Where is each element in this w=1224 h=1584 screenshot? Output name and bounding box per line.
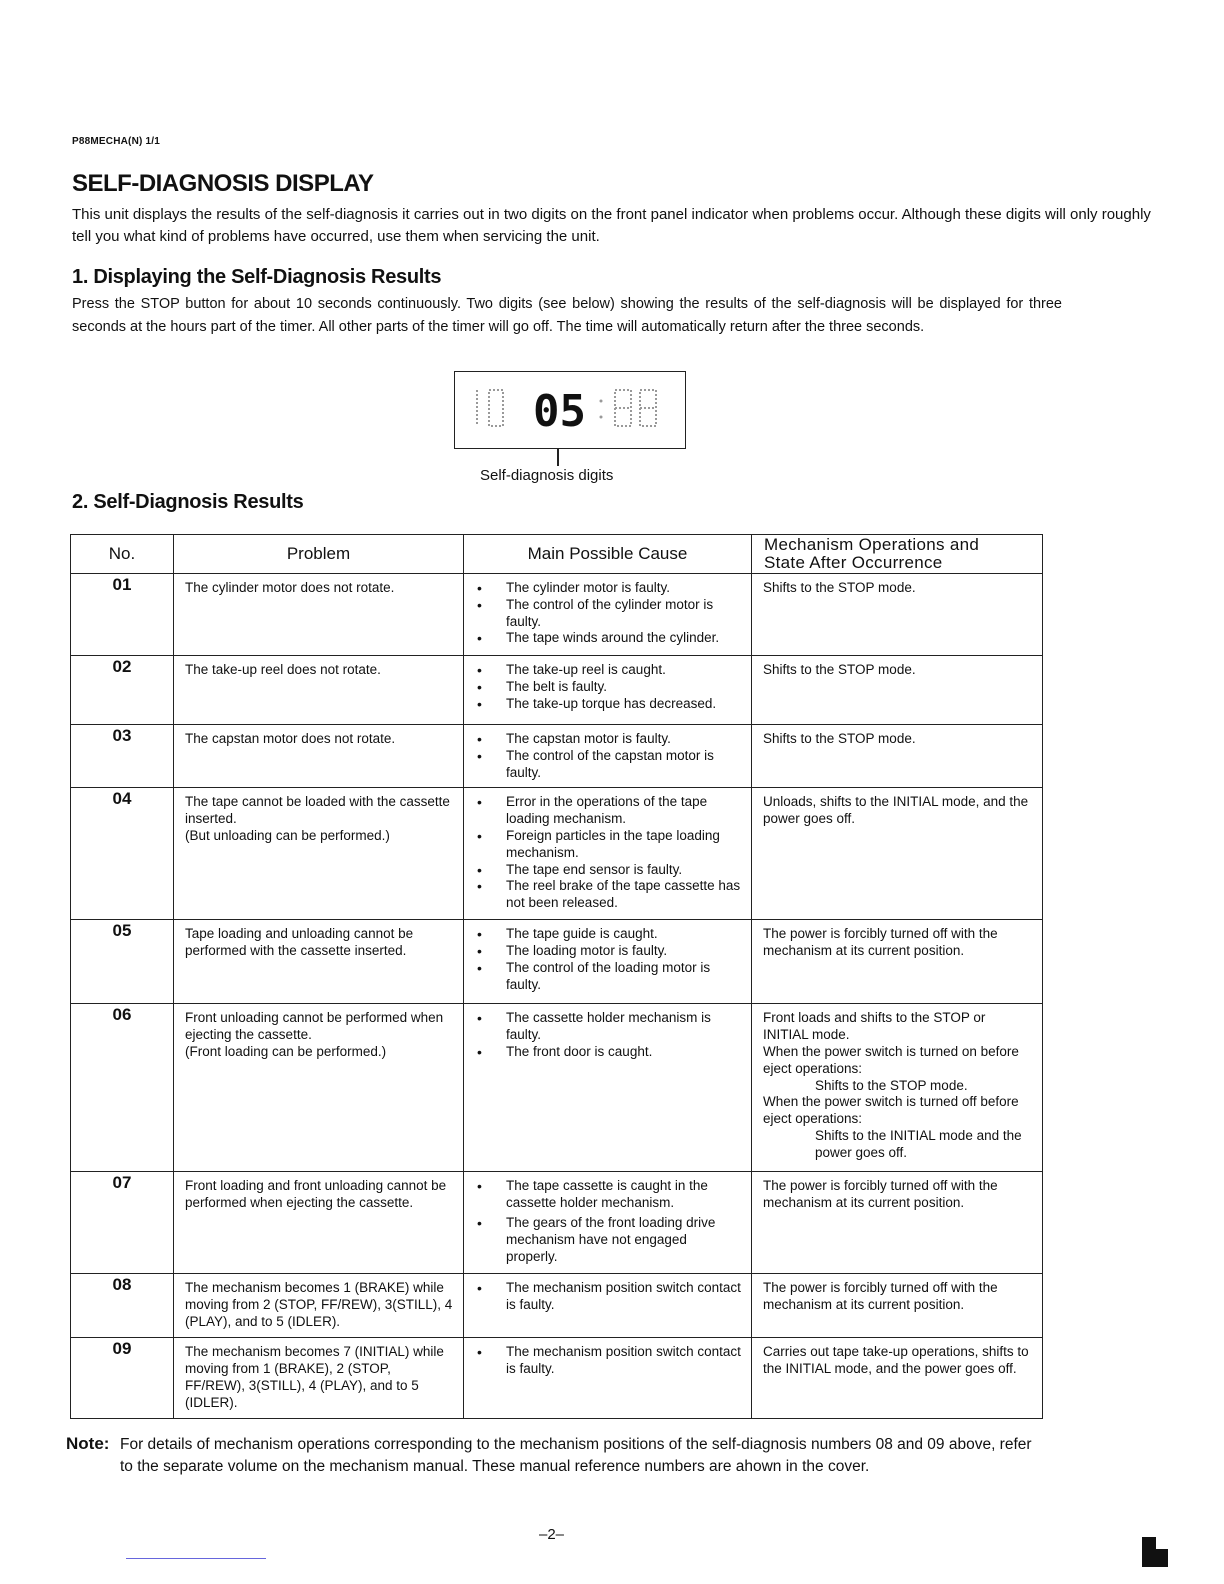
results-table [70,534,1043,1419]
cause-item: • The front door is caught. [474,1044,741,1061]
problem-text: The mechanism becomes 7 (INITIAL) while moving from 1 (BRAKE), 2 (STOP, FF/REW), 3(STILL), 4 (PLAY), and to 5 (IDLER). [185,1344,444,1410]
table-row [71,1338,1043,1418]
table-row [71,1004,1043,1172]
mechanism-text: The power is forcibly turned off with the mechanism at its current position. [763,1280,998,1313]
corner-mark-icon [1140,1535,1170,1569]
mechanism-text: Shifts to the STOP mode. [763,580,916,595]
mechanism-text: When the power switch is turned on before eject operations: [763,1043,1019,1076]
table-row [71,574,1043,656]
cause-item: • Foreign particles in the tape loading mechanism. [474,828,741,862]
cause-item: • The take-up reel is caught. [474,662,741,679]
row-cause [464,920,752,1004]
row-problem [174,1172,464,1274]
note-label: Note: [66,1434,110,1453]
row-cause [464,1338,752,1418]
row-problem [174,656,464,725]
table-row [71,1274,1043,1338]
problem-text: (Front loading can be performed.) [185,1043,387,1059]
self-diagnosis-digits: 05 [533,386,586,437]
timer-display-graphic [455,372,685,448]
row-problem [174,920,464,1004]
row-cause [464,656,752,725]
table-row [71,1172,1043,1274]
row-problem [174,788,464,920]
cause-item: • The cassette holder mechanism is faulty. [474,1010,741,1044]
row-problem [174,574,464,656]
header-problem: Problem [174,535,464,574]
row-mechanism [752,1172,1043,1274]
problem-text: The capstan motor does not rotate. [185,731,396,746]
header-mechanism-line2: State After Occurrence [764,553,943,572]
page-number: –2– [539,1526,565,1543]
cause-item: • The reel brake of the tape cassette has not been released. [474,878,741,912]
row-number: 09 [71,1338,174,1418]
row-mechanism [752,656,1043,725]
note-text: For details of mechanism operations corresponding to the mechanism positions of the self-diagnosis numbers 08 and 09 above, refer to the separate volume on the mechanism manual. These manual reference numbers are ahown in the cover. [120,1436,1032,1475]
table-row [71,656,1043,725]
mechanism-text: Shifts to the INITIAL mode and the power goes off. [815,1127,1022,1160]
cause-item: • The gears of the front loading drive mechanism have not engaged properly. [474,1215,741,1265]
row-mechanism [752,725,1043,788]
table-row [71,920,1043,1004]
row-number: 03 [71,725,174,788]
page-title: SELF-DIAGNOSIS DISPLAY [72,170,374,197]
cause-item: • The tape guide is caught. [474,926,741,943]
mechanism-text: Carries out tape take-up operations, shifts to the INITIAL mode, and the power goes off. [763,1344,1029,1377]
cause-item: • The take-up torque has decreased. [474,696,741,713]
cause-item: • The loading motor is faulty. [474,943,741,960]
mechanism-text: When the power switch is turned off before eject operations: [763,1094,1019,1127]
section1-text: Press the STOP button for about 10 seconds continuously. Two digits (see below) showing the results of the self-diagnosis will be displayed for three seconds at the hours part of the timer. All other parts of the timer will go off. The time will automatically return after the three seconds. [72,296,1062,335]
problem-text: The take-up reel does not rotate. [185,662,381,677]
mechanism-text: Shifts to the STOP mode. [815,1077,968,1093]
row-problem [174,1274,464,1338]
display-caption: Self-diagnosis digits [480,467,614,484]
row-cause [464,574,752,656]
row-mechanism [752,574,1043,656]
cause-item: • The belt is faulty. [474,679,741,696]
row-cause [464,1004,752,1172]
row-problem [174,1004,464,1172]
mechanism-text: Shifts to the STOP mode. [763,731,916,746]
section2-heading: 2. Self-Diagnosis Results [72,491,304,513]
mechanism-text: Front loads and shifts to the STOP or INITIAL mode. [763,1010,986,1043]
problem-text: Front loading and front unloading cannot be performed when ejecting the cassette. [185,1178,447,1211]
cause-item: • Error in the operations of the tape loading mechanism. [474,794,741,828]
row-problem [174,725,464,788]
row-problem [174,1338,464,1418]
row-number: 04 [71,788,174,920]
cause-item: • The cylinder motor is faulty. [474,580,741,597]
document-id: P88MECHA(N) 1/1 [72,136,161,147]
section1-heading: 1. Displaying the Self-Diagnosis Results [72,266,442,288]
table-row [71,788,1043,920]
timer-display [454,371,686,449]
cause-item: • The mechanism position switch contact is faulty. [474,1344,741,1378]
cause-item: • The tape winds around the cylinder. [474,630,741,647]
problem-text: The cylinder motor does not rotate. [185,580,395,595]
row-cause [464,1172,752,1274]
header-no: No. [71,535,174,574]
row-number: 02 [71,656,174,725]
mechanism-text: Unloads, shifts to the INITIAL mode, and the power goes off. [763,794,1029,827]
row-cause [464,725,752,788]
row-cause [464,1274,752,1338]
note [66,1433,1046,1478]
mechanism-text: The power is forcibly turned off with the mechanism at its current position. [763,1178,998,1211]
row-number: 08 [71,1274,174,1338]
row-number: 07 [71,1172,174,1274]
row-cause [464,788,752,920]
intro-paragraph: This unit displays the results of the self-diagnosis it carries out in two digits on the front panel indicator when problems occur. Although these digits will only roughly tell you what kind of problems have occurred, use them when servicing the unit. [72,206,1151,245]
row-number: 06 [71,1004,174,1172]
header-mechanism-line1: Mechanism Operations and [764,535,980,554]
problem-text: Tape loading and unloading cannot be performed with the cassette inserted. [185,926,414,959]
row-number: 01 [71,574,174,656]
problem-text: The tape cannot be loaded with the cassette inserted. [185,794,450,827]
cause-item: • The tape cassette is caught in the cassette holder mechanism. [474,1178,741,1212]
cause-item: • The control of the cylinder motor is faulty. [474,597,741,631]
row-mechanism [752,920,1043,1004]
table-row [71,725,1043,788]
header-cause: Main Possible Cause [464,535,752,574]
row-mechanism [752,1338,1043,1418]
row-mechanism [752,1004,1043,1172]
table-header-row [71,535,1043,574]
problem-text: Front unloading cannot be performed when ejecting the cassette. [185,1010,444,1043]
row-number: 05 [71,920,174,1004]
cause-item: • The tape end sensor is faulty. [474,862,741,879]
problem-text: (But unloading can be performed.) [185,827,390,843]
header-mechanism [752,535,1043,574]
cause-item: • The control of the loading motor is faulty. [474,960,741,994]
row-mechanism [752,1274,1043,1338]
cause-item: • The mechanism position switch contact is faulty. [474,1280,741,1314]
cause-item: • The control of the capstan motor is faulty. [474,748,741,782]
pointer-line [557,448,559,466]
mechanism-text: Shifts to the STOP mode. [763,662,916,677]
problem-text: The mechanism becomes 1 (BRAKE) while moving from 2 (STOP, FF/REW), 3(STILL), 4 (PLAY), and to 5 (IDLER). [185,1280,453,1329]
row-mechanism [752,788,1043,920]
bottom-rule [126,1558,266,1559]
cause-item: • The capstan motor is faulty. [474,731,741,748]
mechanism-text: The power is forcibly turned off with the mechanism at its current position. [763,926,998,959]
